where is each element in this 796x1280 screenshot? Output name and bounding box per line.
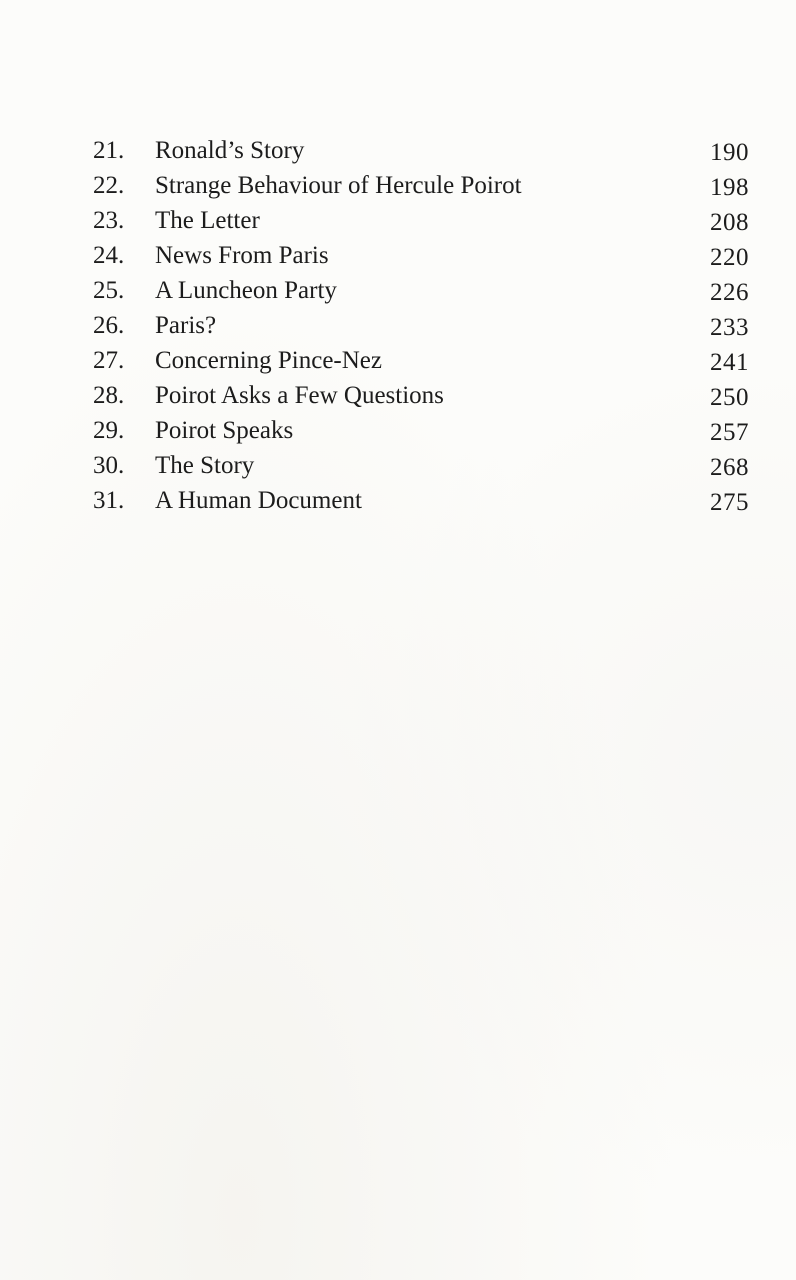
chapter-title: A Human Document — [155, 487, 362, 514]
chapter-number: 31. — [93, 487, 125, 514]
chapter-number: 29. — [93, 417, 125, 444]
toc-entry — [93, 448, 749, 483]
toc-entry — [93, 378, 749, 413]
toc-entry — [93, 168, 749, 203]
toc-entry — [93, 273, 749, 308]
chapter-title: Ronald’s Story — [155, 137, 305, 164]
chapter-title: Concerning Pince-Nez — [155, 347, 383, 374]
table-of-contents — [93, 133, 749, 518]
page-number: 275 — [710, 489, 749, 516]
chapter-title: The Story — [155, 452, 255, 479]
page-number: 233 — [710, 314, 749, 341]
chapter-title: Paris? — [155, 312, 217, 339]
toc-entry — [93, 238, 749, 273]
chapter-number: 27. — [93, 347, 125, 374]
page-number: 198 — [710, 174, 749, 201]
page-number: 220 — [710, 244, 749, 271]
chapter-title: The Letter — [155, 207, 260, 234]
chapter-number: 25. — [93, 277, 125, 304]
page-number: 257 — [710, 419, 749, 446]
toc-entry — [93, 343, 749, 378]
chapter-number: 24. — [93, 242, 125, 269]
page-number: 208 — [710, 209, 749, 236]
page-number: 241 — [710, 349, 749, 376]
chapter-title: Poirot Speaks — [155, 417, 294, 444]
toc-entry — [93, 483, 749, 518]
chapter-number: 23. — [93, 207, 125, 234]
toc-entry — [93, 308, 749, 343]
chapter-title: Poirot Asks a Few Questions — [155, 382, 444, 409]
page-number: 226 — [710, 279, 749, 306]
chapter-number: 22. — [93, 172, 125, 199]
chapter-number: 30. — [93, 452, 125, 479]
toc-entry — [93, 133, 749, 168]
toc-entry — [93, 203, 749, 238]
page-number: 268 — [710, 454, 749, 481]
chapter-title: News From Paris — [155, 242, 329, 269]
chapter-title: A Luncheon Party — [155, 277, 337, 304]
toc-entry — [93, 413, 749, 448]
chapter-number: 26. — [93, 312, 125, 339]
page-number: 250 — [710, 384, 749, 411]
chapter-number: 28. — [93, 382, 125, 409]
chapter-title: Strange Behaviour of Hercule Poirot — [155, 172, 522, 199]
page-number: 190 — [710, 139, 749, 166]
chapter-number: 21. — [93, 137, 125, 164]
